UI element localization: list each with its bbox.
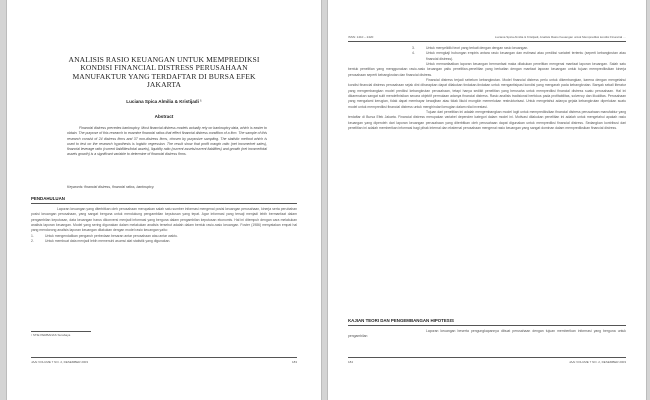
header-issn: ISSN: 1410 – 2420 [348,35,374,39]
paper-authors: Luciana Spica Almilia & Kristijadi ¹ [126,99,202,104]
footer-divider [31,357,297,358]
body-paragraph: Financial distress terjadi sebelum kebangkrutan. Model financial distress perlu untuk dikembangkan, karena dengan mengetahui kondisi financial distress perusahaan sejak dini diharapkan dapat dilakukan tindakan-tindakan untuk mengantisipasi kondisi yang mengarah pada kebangkrutan. Banyak sekali literatur yang mengembangkan model prediksi kebangkrutan perusahaan, tetapi hanya sedikit penelitian yang berusaha untuk memprediksi financial distress suatu perusahaan. Hal ini dikarenakan sangat sulit mendefinisikan secara objektif permulaan adanya financial distress. Rasio analisis tradisional berfokus pada profitabilitas, solvency dan likuiditas. Perusahaan yang mengalami kerugian, tidak dapat membayar kewajiban atau tidak likuid mungkin memerlukan restrukturisasi. Untuk mengetahui adanya gejala kebangkrutan diperlukan suatu model untuk memprediksi financial distress untuk menghindari kerugian dalam nilai investasi. [348,78,626,109]
list-number: 4. [412,51,415,56]
abstract-text: Financial distress precedes bankruptcy. Most financial distress models actually rely on bankruptcy data, which is easier to obtain. The purpose of this research to examine financial ratios that effect financial distress condition of a firm. The sample of this research consist of 24 distress firms and 37 non-distress firms, chosen by purposive sampling. The statistic method which is used to test on the research hypothesis is logistic regression. The result show that profit margin ratio (net income/net sales), financial leverage ratio (current liabilities/total assets), liquidity ratio (current assets/current liabilities) and growth (net income/total assets growth) is a significant variable to determine of financial distress firms. [67,126,267,157]
abstract-heading: Abstract [154,114,174,119]
intro-paragraph: Laporan keuangan yang diterbitkan oleh perusahaan merupakan salah satu sumber informasi mengenai posisi keuangan perusahaan, kinerja serta perubahan posisi keuangan perusahaan, yang sangat berguna untuk mendukung pengambilan keputusan yang tepat. Agar informasi yang tersaji menjadi lebih bermanfaat dalam pengambilan keputusan, data keuangan harus dikonversi menjadi informasi yang berguna dalam pengambilan keputusan ekonomis. Hal ini ditempuh dengan cara melakukan analisis laporan keuangan. Model yang sering digunakan dalam melakukan analisis tersebut adalah dalam bentuk rasio-rasio keuangan. Foster (1986) menyatakan empat hal yang mendorong analisis laporan keuangan dilakukan dengan model rasio keuangan yaitu: [31,207,297,233]
footer-divider [348,357,626,358]
section-divider [31,203,297,204]
list-text: Untuk membuat data menjadi lebih memenuhi asumsi alat statistik yang digunakan. [45,239,171,244]
list-text: Untuk mengkaji hubungan empiris antara rasio keuangan dan estimasi atau prediksi variabel tertentu (seperti kebangkrutan atau financial distress). [426,51,626,61]
right-body [348,46,626,132]
intro-body [31,207,297,244]
paper-title: ANALISIS RASIO KEUANGAN UNTUK MEMPREDIKSI KONDISI FINANCIAL DISTRESS PERUSAHAAN MANUFAKTUR YANG TERDAFTAR DI BURSA EFEK JAKARTA [68,55,260,90]
footer-journal: JAAI VOLUME 7 NO. 2, DESEMBER 2003 [568,360,626,364]
section-heading-kajian-teori: KAJIAN TEORI DAN PENGEMBANGAN HIPOTESIS [348,318,454,323]
footer-page-number: 183 [291,360,297,364]
footer-journal: JAAI VOLUME 7 NO. 2, DESEMBER 2003 [31,360,89,364]
keywords: Keywords: financial distress, financial ratios, bankruptcy. [67,185,155,189]
body-paragraph: Laporan keuangan beserta pengungkapannya dibuat perusahaan dengan tujuan memberikan informasi yang berguna untuk pengambilan [348,329,626,339]
right-page [328,0,646,400]
list-text: Untuk menyelidiki teori yang terkait dengan dengan rasio keuangan. [426,46,529,50]
list-text: Untuk mengendalikan pengaruh perbedaan besaran antar perusahaan atau antar waktu. [45,233,178,238]
list-number: 1. [31,233,34,238]
header-running-title: Luciana Spica Almilia & Kristijadi, Analisis Rasio Keuangan untuk Memprediksi kondisi Financial … [494,35,626,39]
header-divider [348,41,626,42]
footer-page-number: 184 [348,360,354,364]
footnote: ¹ STIE PERBANAS Surabaya [31,333,71,337]
list-item [348,51,626,62]
left-page [7,0,321,400]
body-paragraph: Untuk memanfaatkan laporan keuangan bermanfaat maka dilakukan penelitian mengenai manfaat laporan keuangan. Salah satu bentuk penelitian yang menggunakan rasio-rasio keuangan yaitu penelitian-penelitian yang berkaitan dengan manfaat laporan keuangan untuk tujuan memprediksikan kinerja perusahaan seperti kebangkrutan dan financial distress. [348,62,626,77]
section-heading-pendahuluan: PENDAHULUAN [31,196,65,201]
section-divider [348,325,626,326]
list-number: 2. [31,239,34,244]
intro-list-item [31,239,297,244]
body-paragraph: Tujuan dari penelitian ini adalah mengembangkan model logit untuk memprediksikan financial distress perusahaan manufaktur yang terdaftar di Bursa Efek Jakarta. Financial distress merupakan variabel dependen kategori dalam model ini. Motivasi dilakukan penelitian ini adalah untuk mengetahui apakah rasio keuangan yang diperoleh dari laporan keuangan perusahaan yang diterbitkan oleh perusahaan dapat digunakan untuk memprediksi financial distress. Sedangkan kontribusi dari penelitian ini adalah memberikan informasi bagi pihak internal dan eksternal perusahaan mengenai rasio keuangan yang sangat dominan dalam memprediksikan financial distress. [348,110,626,131]
list-number: 3. [412,46,415,50]
section-body [348,329,626,340]
footnote-divider [31,331,91,332]
